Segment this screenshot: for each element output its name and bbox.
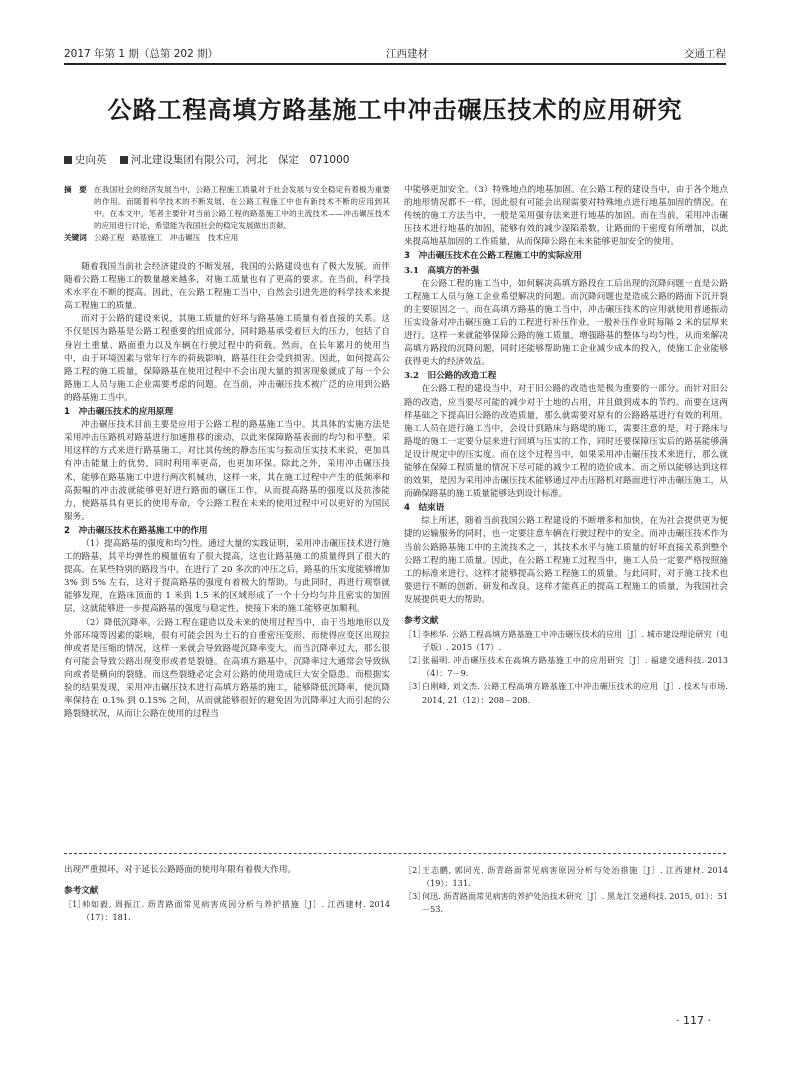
section-heading: 4 结束语 [404, 503, 445, 514]
paragraph: 综上所述，随着当前我国公路工程建设的不断增多和加快，在为社会提供更为便捷的运输服务的同时，也一定要注意车辆在行驶过程中的安全。而冲击碾压技术作为当前公路路基施工中的主流技术之一，其技术水平与施工质量的好坏直接关系到整个公路工程的施工质量。因此，在公路工程施工过程当中，施工人员一定要严格按照施工的标准来进行，这样才能够提高公路工程施工的质量。与此同时，对于施工技术也要进行不断的创新、研发和改良，这样才能真正的提高工程施工的质量，为我国社会发展提供更大的帮助。 [404, 516, 728, 605]
article-title: 公路工程高填方路基施工中冲击碾压技术的应用研究 [107, 96, 683, 124]
square-bullet-icon [64, 156, 72, 164]
header-journal: 江西建材 [386, 48, 428, 60]
paragraph: 出现严重损坏，对于延长公路路面的使用年限有着极大作用。 [64, 865, 297, 875]
reference-item: ［2］ 王志鹏, 郭同光. 沥青路面常见病害原因分析与处治措施［J］. 江西建材. 2014（19）：131. [404, 865, 728, 889]
paragraph: 中能够更加安全。（3）特殊地点的地基加固。在公路工程的建设当中，由于各个地点的地形情况都不一样，因此很有可能会出现需要对特殊地点进行地基加固的情况。在传统的施工方法当中，一般是采用强夯法来进行地基的加固。而在当前，采用冲击碾压技术进行地基的加固，能够有效的减少湿陷系数，让路面的干密度有所增加，以此来提高地基加固的工作质量，从而保障公路在未来能够更加安全的使用。 [404, 185, 728, 248]
header-section: 交通工程 [684, 48, 726, 60]
section-heading: 1 冲击碾压技术的应用原理 [64, 407, 174, 418]
abstract-text: 在我国社会的经济发展当中，公路工程施工质量对于社会发展与安全稳定有着极为重要的作用。而随着科学技术的不断发展，在公路工程施工中也有新技术不断的应用到其中。在本文中，笔者主要针对当前公路工程的路基施工中的主流技术——冲击碾压技术的应用进行讨论，希望能为我国社会的稳定发展做出贡献。 [94, 185, 390, 230]
right-column [404, 184, 728, 707]
paragraph: （1）提高路基的强度和均匀性。通过大量的实践证明，采用冲击碾压技术进行施工的路基，其平均弹性的模量值有了很大提高，这也让路基施工的质量得到了很大的提高。在某些特别的路段当中，在进行了 20 多次的冲压之后，路基的压实度能够增加 3% 到 5% 左右，这对于提高路基的强度有着极大的帮助。与此同时，再进行观察就能够发现，在路床顶面的 1 米到 1.5 米的区域形成了一个十分均匀并且密实的加固层，这就能够进一步提高路基的强度与稳定性，使接下来的施工能够更加顺利。 [64, 538, 390, 615]
keywords-label: 关键词 [64, 233, 87, 242]
page-number: · 117 · [676, 1014, 711, 1027]
reference-item: ［1］ 李彬华. 公路工程高填方路基施工中冲击碾压技术的应用［J］. 城市建设理论研究（电子版）. 2015（17）. [404, 629, 728, 653]
author-name: 史向英 [75, 154, 107, 166]
reference-item: ［2］ 张福明. 冲击碾压技术在高填方路基施工中的应用研究［J］. 福建交通科技. 2013（4）：7－9. [404, 655, 728, 679]
abstract-block [64, 184, 390, 244]
section-heading: 2 冲击碾压技术在路基施工中的作用 [64, 525, 208, 536]
previous-article-references [404, 864, 728, 916]
references-title: 参考文献 [64, 886, 99, 897]
paragraph: 在公路工程的施工当中，如何解决高填方路段在工后出现的沉降问题一直是公路工程施工人员与施工企业希望解决的问题。而沉降问题也是造成公路的路面下沉开裂的主要原因之一。而在高填方路基的施工当中，冲击碾压技术的应用就使用普通振动压实设备对冲击碾压施工后的工程进行补压作业，一般补压作业时每隔 2 米的层厚来进行。这样一来就能够保障公路的施工质量，增强路基的整体与均匀性，从而来解决高填方路段的沉降问题，同时还能够帮助施工企业减少成本的投入，使施工企业能够获得更大的经济效益。 [404, 278, 728, 368]
paragraph: 在公路工程的建设当中，对于旧公路的改造也是极为重要的一部分。而针对旧公路的改造，应当要尽可能的减少对于土地的占用，并且做到成本的节约。而要在这两样基础之下提高旧公路的改造质量，那么就需要对原有的公路路基进行有效的利用。施工人员在进行施工当中，会设计到路床与路堤的施工，需要注意的是，对于路床与路堤的施工一定要分层来进行回填与压实的工作，同时还要保障压实后的路基能够满足设计规定中的压实度。而在这个过程当中，如果采用冲击碾压技术来进行，那么就能够在保障工程质量的情况下尽可能的减少工程的造价成本。而之所以能够达到这样的效果，是因为采用冲击碾压技术能够通过冲击压路机对路面进行冲击碾压施工，从而确保路基的施工质量能够达到设计标准。 [404, 384, 728, 500]
abstract-label: 摘 要 [64, 185, 87, 194]
header-rule [64, 63, 726, 65]
keywords-text: 公路工程 路基施工 冲击碾压 技术应用 [94, 233, 239, 242]
paragraph: （2）降低沉降率。公路工程在建造以及未来的使用过程当中，由于当地地形以及外部环境等因素的影响，很有可能会因为土石的自重密压变形、而使得应变区出现拉伸或者是压缩的情况，这样一来就会导致路堤沉降率变大。而当沉降率过大，那么很有可能会导致公路出现变形或者是裂缝。在高填方路基中，沉降率过大通常会导致纵向或者是横向的裂缝。而这些裂缝必定会对公路的使用造成巨大安全隐患。而根据实验的结果发现，采用冲击碾压技术进行高填方路基的施工，能够降低沉降率，使沉降率保持在 0.1% 到 0.15% 之间，从而就能够很好的避免因为沉降率过大而引起的公路裂缝状况，从而让公路在使用的过程当 [64, 617, 390, 720]
reference-item: ［1］ 帅如毅, 周振江. 沥青路面常见病害成因分析与养护措施［J］. 江西建材. 2014（17）：181. [64, 899, 390, 923]
subsection-heading: 3.2 旧公路的改造工程 [404, 371, 497, 382]
author-affiliation: 河北建设集团有限公司，河北 保定 071000 [130, 154, 350, 166]
reference-item: ［3］ 何迅. 沥青路面常见病害的养护处治技术研究［J］. 黑龙江交通科技. 2015, 01）：51－53. [404, 891, 728, 915]
header-issue: 2017 年第 1 期（总第 202 期） [64, 48, 219, 60]
article-separator [64, 853, 726, 854]
author-line [64, 152, 349, 167]
previous-article-continuation [64, 864, 390, 924]
left-column [64, 184, 390, 721]
paragraph: 随着我国当前社会经济建设的不断发展，我国的公路建设也有了极大发展。而伴随着公路工程施工的数量越来越多，对施工质量也有了更高的要求。在当前，科学技术水平在不断的提高。因此，在公路工程施工当中，自然会引进先进的科学技术来提高工程施工的质量。 [64, 262, 390, 312]
reference-item: ［3］ 白刚峰, 刘文杰. 公路工程高填方路基施工中冲击碾压技术的应用［J］. 技术与市场. 2014, 21（12）：208－208. [404, 681, 728, 705]
paragraph: 冲击碾压技术目前主要是应用于公路工程的路基施工当中。其具体的实施方法是采用冲击压路机对路基进行加速推移的滚动，以此来保障路基表面的均匀和平整。采用这样的方式来进行路基施工，对比其传统的静态压实与振动压实技术来说，更加具有冲击能量上的优势，同时利用率更高，也更加环保。除此之外，采用冲击碾压技术，能够在路基施工中进行两次机械功，这样一来，其在施工过程中产生的低频率和高振幅的冲击波就能够更好进行路面的碾压工作，从而提高路基的强度以及抗渗能力，使路基具有更长的使用寿命，令公路工程在未来的使用过程中可以更好的为国民服务。 [64, 420, 390, 522]
section-heading: 3 冲击碾压技术在公路工程施工中的实际应用 [404, 251, 582, 262]
references-title: 参考文献 [404, 616, 439, 626]
square-bullet-icon [120, 156, 128, 164]
subsection-heading: 3.1 高填方的补强 [404, 265, 480, 276]
running-header [64, 46, 726, 62]
paragraph: 而对于公路的建设来说，其施工质量的好坏与路基施工质量有着直接的关系。这不仅是因为路基是公路工程重要的组成部分，同时路基承受着巨大的压力，包括了自身岩土重量、路面重力以及车辆在行驶过程中的荷载。然而，在长年累月的使用当中，由于环境因素与常年行车的荷载影响，路基往往会受到损害。因此，如何提高公路工程的施工质量，保障路基在使用过程中不会出现大量的损害现象就成了每一个公路施工人员与施工企业需要考虑的问题。在当前，冲击碾压技术被广泛的应用到公路的路基施工当中。 [64, 314, 390, 403]
